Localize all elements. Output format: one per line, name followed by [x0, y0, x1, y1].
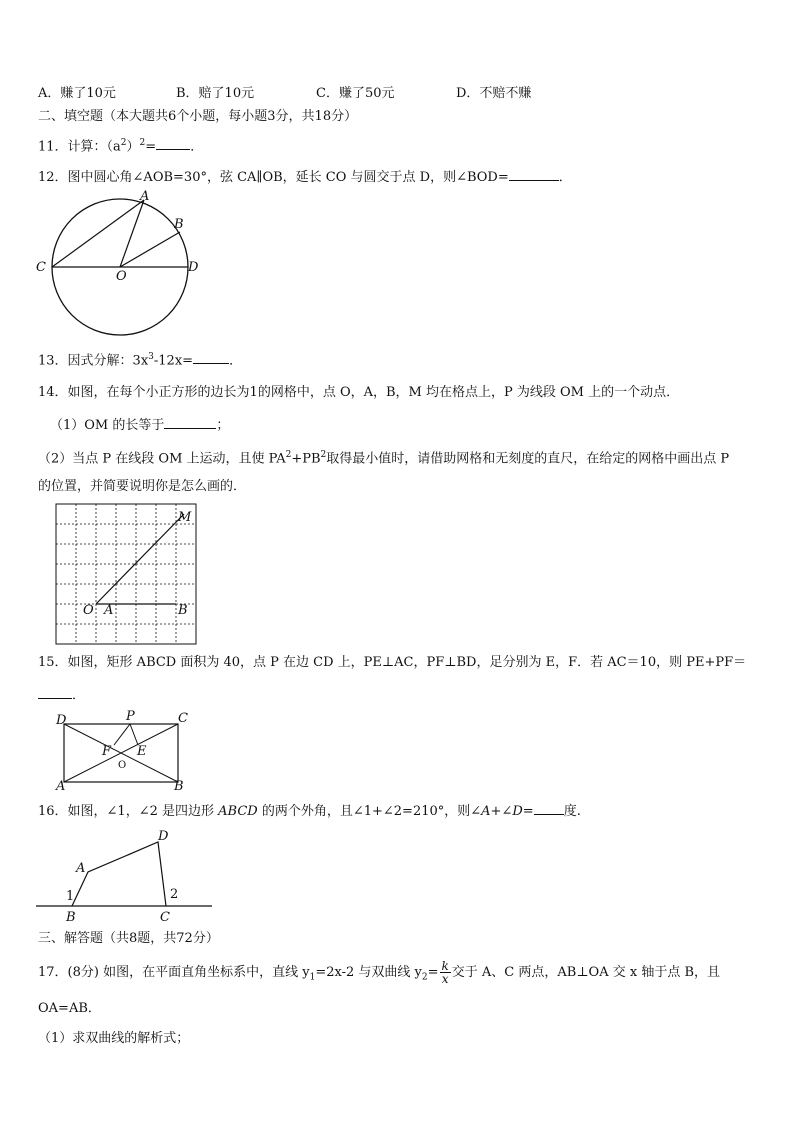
question-11: 11．计算：$(a^2)^2=$ ． — [38, 134, 203, 156]
label-e: E — [137, 744, 147, 759]
label-d: D — [56, 713, 67, 728]
label-b: B — [174, 217, 184, 232]
question-15: 15．如图，矩形 ABCD 面积为 40，点 P 在边 CD 上，PE⊥AC，PF⊥BD，足分别为 E，F．若 AC＝10，则 PE+PF＝ — [38, 655, 747, 670]
section-2-title: 二、填空题（本大题共6个小题，每小题3分，共18分） — [38, 109, 358, 124]
label-m: M — [178, 510, 192, 525]
label-o: O — [116, 269, 127, 284]
question-16: 16．如图，∠1，∠2 是四边形 ABCD 的两个外角，且∠1+∠2=210°，则∠A+∠D= 度. — [38, 800, 581, 821]
option-b: B．赔了10元 — [176, 86, 255, 101]
segment-pe — [130, 724, 138, 745]
label-angle-2: 2 — [170, 887, 179, 902]
label-a: A — [104, 603, 114, 618]
answer-blank[interactable] — [38, 684, 72, 699]
section-3-title: 三、解答题（共8题，共72分） — [38, 931, 219, 946]
question-15-line-2: ． — [38, 684, 85, 705]
answer-blank[interactable] — [193, 349, 229, 364]
question-17: 17．(8分) 如图，在平面直角坐标系中，直线 $y_1=2x-2$ 与双曲线 $y_2=$ $\frac{k}{x}$ 交于 A、C 两点，AB⊥OA 交 x 轴于点 B，且 — [38, 959, 721, 986]
question-14-part-1: （1）OM 的长等于 ； — [50, 414, 229, 435]
answer-blank[interactable] — [156, 135, 190, 150]
label-o: O — [83, 603, 94, 618]
label-a: A — [140, 189, 150, 204]
question-17-part-1: （1）求双曲线的解析式； — [38, 1031, 190, 1046]
chord-ca — [52, 200, 144, 267]
label-a: A — [56, 779, 66, 792]
label-c: C — [160, 910, 170, 924]
grid-figure — [54, 502, 198, 646]
segment-pf — [114, 724, 130, 745]
option-d: D．不赔不赚 — [456, 86, 532, 101]
question-14-part-2: （2）当点 P 在线段 OM 上运动，且使 $PA^2+PB^2$取得最小值时，请借助网格和无刻度的直尺，在给定的网格中画出点 P — [38, 450, 730, 467]
answer-blank[interactable] — [509, 166, 559, 181]
label-d: D — [158, 829, 169, 844]
label-a: A — [76, 861, 86, 876]
segment-om — [96, 514, 184, 604]
label-p: P — [126, 709, 135, 724]
label-angle-1: 1 — [66, 889, 75, 904]
option-a: A．赚了10元 — [38, 86, 116, 101]
label-f: F — [102, 744, 112, 759]
option-c: C．赚了50元 — [316, 86, 395, 101]
question-17-line-2: OA=AB． — [38, 1001, 101, 1016]
quadrilateral-figure — [34, 824, 214, 924]
label-c: C — [36, 260, 46, 275]
question-14-part-2-line-2: 的位置，并简要说明你是怎么画的． — [38, 479, 247, 494]
radius-ob — [120, 232, 180, 267]
radius-oa — [120, 200, 144, 267]
label-d: D — [188, 260, 199, 275]
fraction-k-over-x: $\frac{k}{x}$ — [441, 959, 449, 986]
question-13: 13．因式分解：$3x^3-12x=$ ． — [38, 348, 242, 370]
question-14: 14．如图，在每个小正方形的边长为1的网格中，点 O，A，B，M 均在格点上，P 为线段 OM 上的一个动点． — [38, 385, 680, 400]
label-b: B — [178, 603, 188, 618]
label-c: C — [178, 711, 188, 726]
answer-blank[interactable] — [164, 414, 216, 429]
circle-figure — [32, 188, 212, 338]
label-o: O — [118, 760, 127, 771]
label-b: B — [174, 779, 184, 792]
rectangle-figure — [52, 708, 198, 792]
answer-blank[interactable] — [534, 800, 564, 815]
label-b: B — [66, 910, 76, 924]
question-12: 12．图中圆心角∠AOB=30°，弦 CA∥OB，延长 CO 与圆交于点 D，则∠BOD= ． — [38, 166, 572, 187]
quadrilateral-abcd — [72, 842, 166, 906]
